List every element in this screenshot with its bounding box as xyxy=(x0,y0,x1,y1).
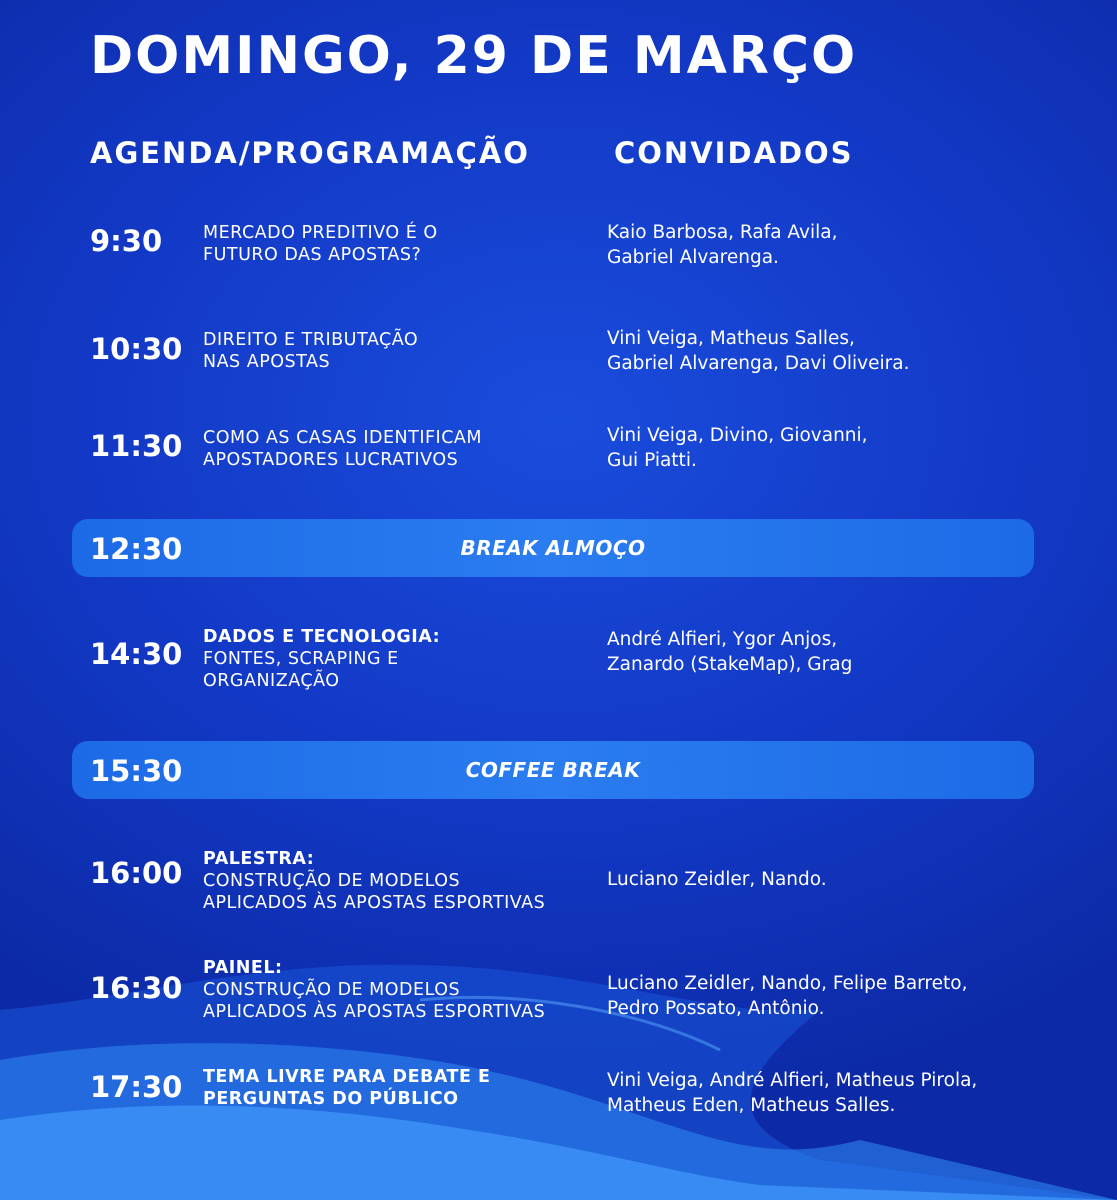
session-topic xyxy=(203,427,583,471)
topic-title: TEMA LIVRE PARA DEBATE E xyxy=(203,1067,491,1087)
break-time: 12:30 xyxy=(90,532,183,566)
session-guests xyxy=(607,971,1047,1021)
break-bar-coffee xyxy=(72,741,1034,799)
topic-title: PERGUNTAS DO PÚBLICO xyxy=(203,1089,459,1109)
session-guests xyxy=(607,423,1047,473)
guests-line: Pedro Possato, Antônio. xyxy=(607,998,825,1019)
guests-heading: CONVIDADOS xyxy=(614,136,854,170)
topic-title: PALESTRA: xyxy=(203,849,315,869)
topic-line: COMO AS CASAS IDENTIFICAM xyxy=(203,428,482,448)
session-time: 10:30 xyxy=(90,332,183,366)
session-time: 14:30 xyxy=(90,637,183,671)
guests-line: Kaio Barbosa, Rafa Avila, xyxy=(607,222,838,243)
break-bar-lunch xyxy=(72,519,1034,577)
session-time: 16:00 xyxy=(90,856,183,890)
guests-line: Luciano Zeidler, Nando. xyxy=(607,869,827,890)
topic-line: CONSTRUÇÃO DE MODELOS xyxy=(203,980,461,1000)
break-label: BREAK ALMOÇO xyxy=(460,536,646,560)
guests-line: Matheus Eden, Matheus Salles. xyxy=(607,1095,896,1116)
topic-line: NAS APOSTAS xyxy=(203,352,331,372)
guests-line: Gabriel Alvarenga. xyxy=(607,247,779,268)
guests-line: Gabriel Alvarenga, Davi Oliveira. xyxy=(607,353,910,374)
session-guests xyxy=(607,1068,1047,1118)
topic-line: FONTES, SCRAPING E xyxy=(203,649,399,669)
session-topic xyxy=(203,222,583,266)
topic-title: DADOS E TECNOLOGIA: xyxy=(203,627,441,647)
topic-line: FUTURO DAS APOSTAS? xyxy=(203,245,422,265)
guests-line: André Alfieri, Ygor Anjos, xyxy=(607,629,838,650)
topic-line: MERCADO PREDITIVO É O xyxy=(203,223,438,243)
topic-line: APLICADOS ÀS APOSTAS ESPORTIVAS xyxy=(203,893,546,913)
topic-title: PAINEL: xyxy=(203,958,283,978)
session-time: 16:30 xyxy=(90,971,183,1005)
break-time: 15:30 xyxy=(90,754,183,788)
break-label: COFFEE BREAK xyxy=(465,758,641,782)
guests-line: Zanardo (StakeMap), Grag xyxy=(607,654,853,675)
session-guests xyxy=(607,627,1047,677)
topic-line: DIREITO E TRIBUTAÇÃO xyxy=(203,330,419,350)
page-title: DOMINGO, 29 DE MARÇO xyxy=(90,26,858,86)
topic-line: ORGANIZAÇÃO xyxy=(203,671,340,691)
topic-line: APOSTADORES LUCRATIVOS xyxy=(203,450,459,470)
session-guests xyxy=(607,326,1047,376)
session-time: 9:30 xyxy=(90,224,163,258)
session-topic xyxy=(203,626,583,692)
topic-line: CONSTRUÇÃO DE MODELOS xyxy=(203,871,461,891)
session-topic xyxy=(203,848,583,914)
session-topic xyxy=(203,329,583,373)
topic-line: APLICADOS ÀS APOSTAS ESPORTIVAS xyxy=(203,1002,546,1022)
session-topic xyxy=(203,957,583,1023)
session-time: 11:30 xyxy=(90,429,183,463)
agenda-heading: AGENDA/PROGRAMAÇÃO xyxy=(90,136,530,170)
session-time: 17:30 xyxy=(90,1070,183,1104)
guests-line: Vini Veiga, Divino, Giovanni, xyxy=(607,425,868,446)
session-guests xyxy=(607,220,1047,270)
guests-line: Vini Veiga, André Alfieri, Matheus Pirola, xyxy=(607,1070,978,1091)
guests-line: Gui Piatti. xyxy=(607,450,697,471)
session-topic xyxy=(203,1066,583,1110)
guests-line: Luciano Zeidler, Nando, Felipe Barreto, xyxy=(607,973,968,994)
guests-line: Vini Veiga, Matheus Salles, xyxy=(607,328,855,349)
session-guests xyxy=(607,867,1047,892)
